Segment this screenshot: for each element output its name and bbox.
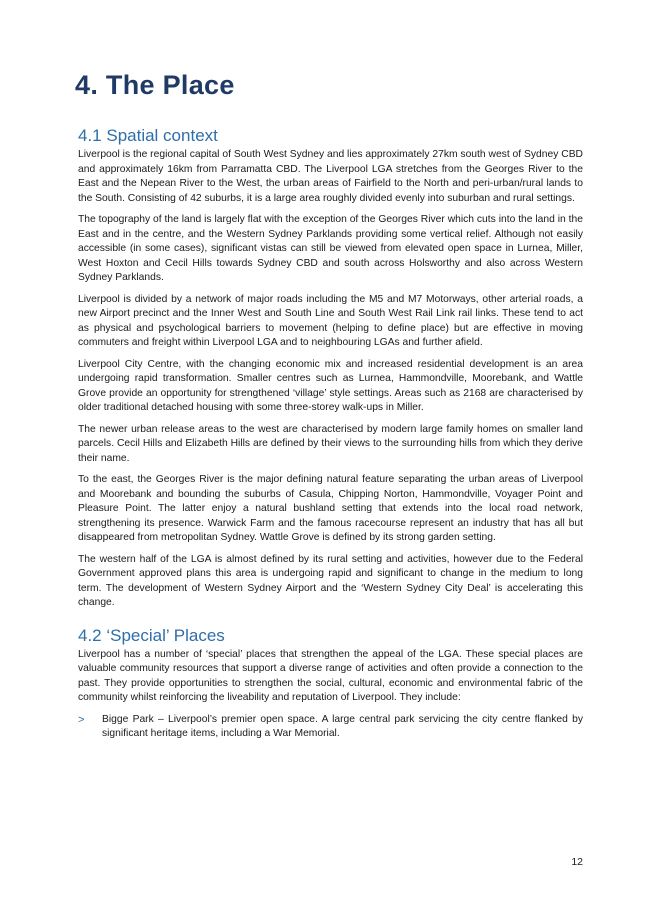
paragraph: Liverpool City Centre, with the changing economic mix and increased residential development is an area undergoing rapid transformation. Smaller centres such as Lurnea, Hammondville, Moorebank, and Wattle Grove provide an opportunity for strengthened ‘village’ style settings. Areas such as 2168 are characterised by older traditional detached housing with some three-storey walk-ups in Miller. — [78, 358, 583, 413]
section-heading: 4.2 ‘Special’ Places — [78, 625, 225, 645]
list-item-text: Bigge Park – Liverpool’s premier open space. A large central park servicing the city centre flanked by significant heritage items, including a War Memorial. — [102, 713, 583, 739]
paragraph: Liverpool is divided by a network of major roads including the M5 and M7 Motorways, other arterial roads, a new Airport precinct and the Inner West and South Line and South West Rail Link rail links. These tend to act as physical and psychological barriers to movement (helping to define place) but are effective in moving commuters and freight within Liverpool LGA and to neighbouring LGAs and further afield. — [78, 293, 583, 348]
paragraph: The western half of the LGA is almost defined by its rural setting and activities, however due to the Federal Government approved plans this area is undergoing rapid and significant to change in the medium to long term. The development of Western Sydney Airport and the ‘Western Sydney City Deal’ is accelerating this change. — [78, 553, 583, 608]
paragraph: The topography of the land is largely flat with the exception of the Georges River which cuts into the land in the East and in the centre, and the Western Sydney Parklands providing some vertical relief. Although not easily accessible (in some cases), significant vistas can still be viewed from elevated open space in Lurnea, Miller, West Hoxton and Cecil Hills towards Sydney CBD and south across Holsworthy and also across Western Sydney Parklands. — [78, 214, 583, 283]
paragraph: Liverpool has a number of ‘special’ places that strengthen the appeal of the LGA. These special places are valuable community resources that support a diverse range of activities and often provide a connection to the past. They provide opportunities to strengthen the social, cultural, economic and environmental fabric of the community whilst reinforcing the liveability and reputation of Liverpool. They include: — [78, 648, 583, 703]
section-heading: 4.1 Spatial context — [78, 126, 218, 145]
paragraph: To the east, the Georges River is the major defining natural feature separating the urban areas of Liverpool and Moorebank and bounding the suburbs of Casula, Chipping Norton, Hammondville, Voyager Point and Pleasure Point. The latter enjoy a natural bushland setting that extends into the local road network, strengthening its presence. Warwick Farm and the famous racecourse represent an industry that has all but disappeared from metropolitan Sydney. Wattle Grove is defined by its strong garden setting. — [78, 474, 583, 543]
page-content — [78, 126, 583, 742]
section-spatial-context — [78, 126, 583, 611]
section-special-places — [78, 626, 583, 742]
page-number: 12 — [571, 856, 583, 868]
bullet-list — [78, 713, 583, 742]
paragraph: Liverpool is the regional capital of South West Sydney and lies approximately 27km south west of Sydney CBD and approximately 16km from Parramatta CBD. The Liverpool LGA stretches from the Georges River to the East and the Nepean River to the West, the urban areas of Fairfield to the North and peri-urban/rural lands to the South. Consisting of 42 suburbs, it is a large area roughly divided evenly into suburban and rural settings. — [78, 149, 583, 204]
chapter-title: 4. The Place — [75, 70, 235, 100]
list-item — [78, 713, 583, 742]
paragraph: The newer urban release areas to the west are characterised by modern large family homes on smaller land parcels. Cecil Hills and Elizabeth Hills are defined by their views to the surrounding hills from which they derive their name. — [78, 423, 583, 464]
chevron-right-icon: > — [78, 713, 85, 726]
